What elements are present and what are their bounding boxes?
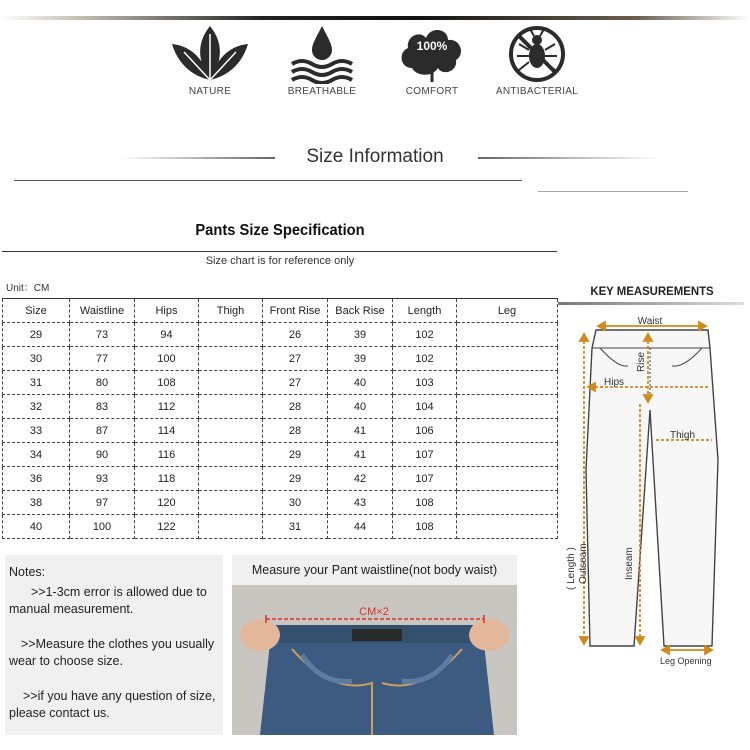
table-cell <box>199 467 263 491</box>
table-cell: 31 <box>263 515 328 539</box>
table-header-row <box>3 299 558 323</box>
note-item: >>if you have any question of size, please contact us. <box>9 689 216 720</box>
table-cell: 94 <box>135 323 199 347</box>
size-table <box>2 298 558 539</box>
measure-title: Measure your Pant waistline(not body waist) <box>251 563 498 577</box>
notes-heading: Notes: <box>9 565 46 579</box>
table-cell: 41 <box>328 419 393 443</box>
feature-antibacterial <box>482 24 592 97</box>
table-cell: 27 <box>263 371 328 395</box>
table-cell: 29 <box>263 467 328 491</box>
table-cell: 107 <box>393 467 457 491</box>
cotton-badge: 100% <box>416 39 448 53</box>
feature-label: BREATHABLE <box>287 86 357 97</box>
table-cell: 102 <box>393 323 457 347</box>
jeans-diagram <box>556 306 746 676</box>
table-cell: 28 <box>263 395 328 419</box>
table-cell: 102 <box>393 347 457 371</box>
feature-label: ANTIBACTERIAL <box>495 86 579 97</box>
column-header: Front Rise <box>263 299 328 323</box>
water-drop-icon <box>282 24 362 84</box>
table-row <box>3 371 558 395</box>
table-cell: 34 <box>3 443 70 467</box>
divider <box>538 191 688 192</box>
table-cell: 73 <box>70 323 135 347</box>
table-cell: 40 <box>328 395 393 419</box>
feature-nature <box>155 24 265 97</box>
table-row <box>3 515 558 539</box>
table-cell: 108 <box>393 515 457 539</box>
waist-label: Waist <box>637 316 663 327</box>
table-cell <box>199 395 263 419</box>
table-row <box>3 491 558 515</box>
table-cell <box>457 347 558 371</box>
key-measurements-title: KEY MEASUREMENTS <box>590 284 714 298</box>
table-cell <box>199 491 263 515</box>
rise-label: Rise <box>636 351 647 372</box>
waistline-photo <box>232 585 517 735</box>
table-cell <box>199 371 263 395</box>
table-cell: 106 <box>393 419 457 443</box>
table-cell: 93 <box>70 467 135 491</box>
inseam-label: Inseam <box>624 547 635 580</box>
title-underline <box>558 302 744 305</box>
top-divider <box>0 16 750 20</box>
no-bug-icon <box>497 24 577 84</box>
table-cell <box>457 419 558 443</box>
table-cell: 30 <box>263 491 328 515</box>
table-cell: 118 <box>135 467 199 491</box>
table-cell: 26 <box>263 323 328 347</box>
table-cell <box>457 515 558 539</box>
table-cell: 40 <box>328 371 393 395</box>
table-cell: 43 <box>328 491 393 515</box>
table-cell: 122 <box>135 515 199 539</box>
notes-box <box>5 555 223 735</box>
table-cell: 41 <box>328 443 393 467</box>
table-cell: 120 <box>135 491 199 515</box>
outseam-label: Outseam <box>578 543 589 584</box>
column-header: Waistline <box>70 299 135 323</box>
table-cell <box>199 347 263 371</box>
reference-note: Size chart is for reference only <box>205 255 355 267</box>
table-cell: 108 <box>393 491 457 515</box>
spec-title: Pants Size Specification <box>195 222 365 239</box>
table-cell: 31 <box>3 371 70 395</box>
table-cell: 112 <box>135 395 199 419</box>
table-cell: 36 <box>3 467 70 491</box>
table-cell: 100 <box>135 347 199 371</box>
divider-right <box>478 157 658 159</box>
size-info-title: Size Information <box>306 146 444 167</box>
table-row <box>3 323 558 347</box>
unit-label: Unit：CM <box>6 283 50 294</box>
table-row <box>3 419 558 443</box>
table-cell: 42 <box>328 467 393 491</box>
table-cell <box>457 443 558 467</box>
feature-comfort <box>377 24 487 97</box>
table-row <box>3 467 558 491</box>
table-cell <box>457 491 558 515</box>
table-cell: 103 <box>393 371 457 395</box>
table-cell: 90 <box>70 443 135 467</box>
table-cell: 87 <box>70 419 135 443</box>
table-cell <box>457 371 558 395</box>
table-cell <box>457 323 558 347</box>
cotton-icon <box>392 24 472 84</box>
length-label: ( Length ) <box>566 547 577 590</box>
column-header: Leg <box>457 299 558 323</box>
feature-breathable <box>267 24 377 97</box>
table-cell <box>199 323 263 347</box>
table-cell: 39 <box>328 347 393 371</box>
divider <box>2 251 557 252</box>
table-row <box>3 443 558 467</box>
table-cell <box>199 515 263 539</box>
table-cell <box>457 467 558 491</box>
table-cell: 32 <box>3 395 70 419</box>
feature-label: COMFORT <box>405 86 459 97</box>
feature-label: NATURE <box>188 86 232 97</box>
column-header: Hips <box>135 299 199 323</box>
table-cell: 44 <box>328 515 393 539</box>
table-cell: 30 <box>3 347 70 371</box>
measure-label: CM×2 <box>359 606 389 618</box>
table-cell: 97 <box>70 491 135 515</box>
table-row <box>3 395 558 419</box>
table-cell: 116 <box>135 443 199 467</box>
column-header: Size <box>3 299 70 323</box>
table-cell: 40 <box>3 515 70 539</box>
table-cell <box>199 443 263 467</box>
note-item: >>1-3cm error is allowed due to manual measurement. <box>9 585 207 616</box>
hips-label: Hips <box>604 377 625 388</box>
table-cell: 39 <box>328 323 393 347</box>
table-cell: 83 <box>70 395 135 419</box>
table-cell: 27 <box>263 347 328 371</box>
table-cell: 77 <box>70 347 135 371</box>
table-cell: 33 <box>3 419 70 443</box>
table-cell <box>199 419 263 443</box>
table-cell: 80 <box>70 371 135 395</box>
table-cell: 28 <box>263 419 328 443</box>
column-header: Back Rise <box>328 299 393 323</box>
table-cell: 108 <box>135 371 199 395</box>
leg-opening-label: Leg Opening <box>660 656 712 666</box>
table-cell: 114 <box>135 419 199 443</box>
column-header: Thigh <box>199 299 263 323</box>
divider <box>14 180 522 181</box>
table-cell <box>457 395 558 419</box>
column-header: Length <box>393 299 457 323</box>
note-item: >>Measure the clothes you usually wear to choose size. <box>9 637 215 668</box>
table-cell: 38 <box>3 491 70 515</box>
thigh-label: Thigh <box>670 430 696 441</box>
leaves-icon <box>170 24 250 84</box>
table-cell: 107 <box>393 443 457 467</box>
table-cell: 104 <box>393 395 457 419</box>
table-cell: 100 <box>70 515 135 539</box>
table-cell: 29 <box>3 323 70 347</box>
table-row <box>3 347 558 371</box>
table-cell: 29 <box>263 443 328 467</box>
